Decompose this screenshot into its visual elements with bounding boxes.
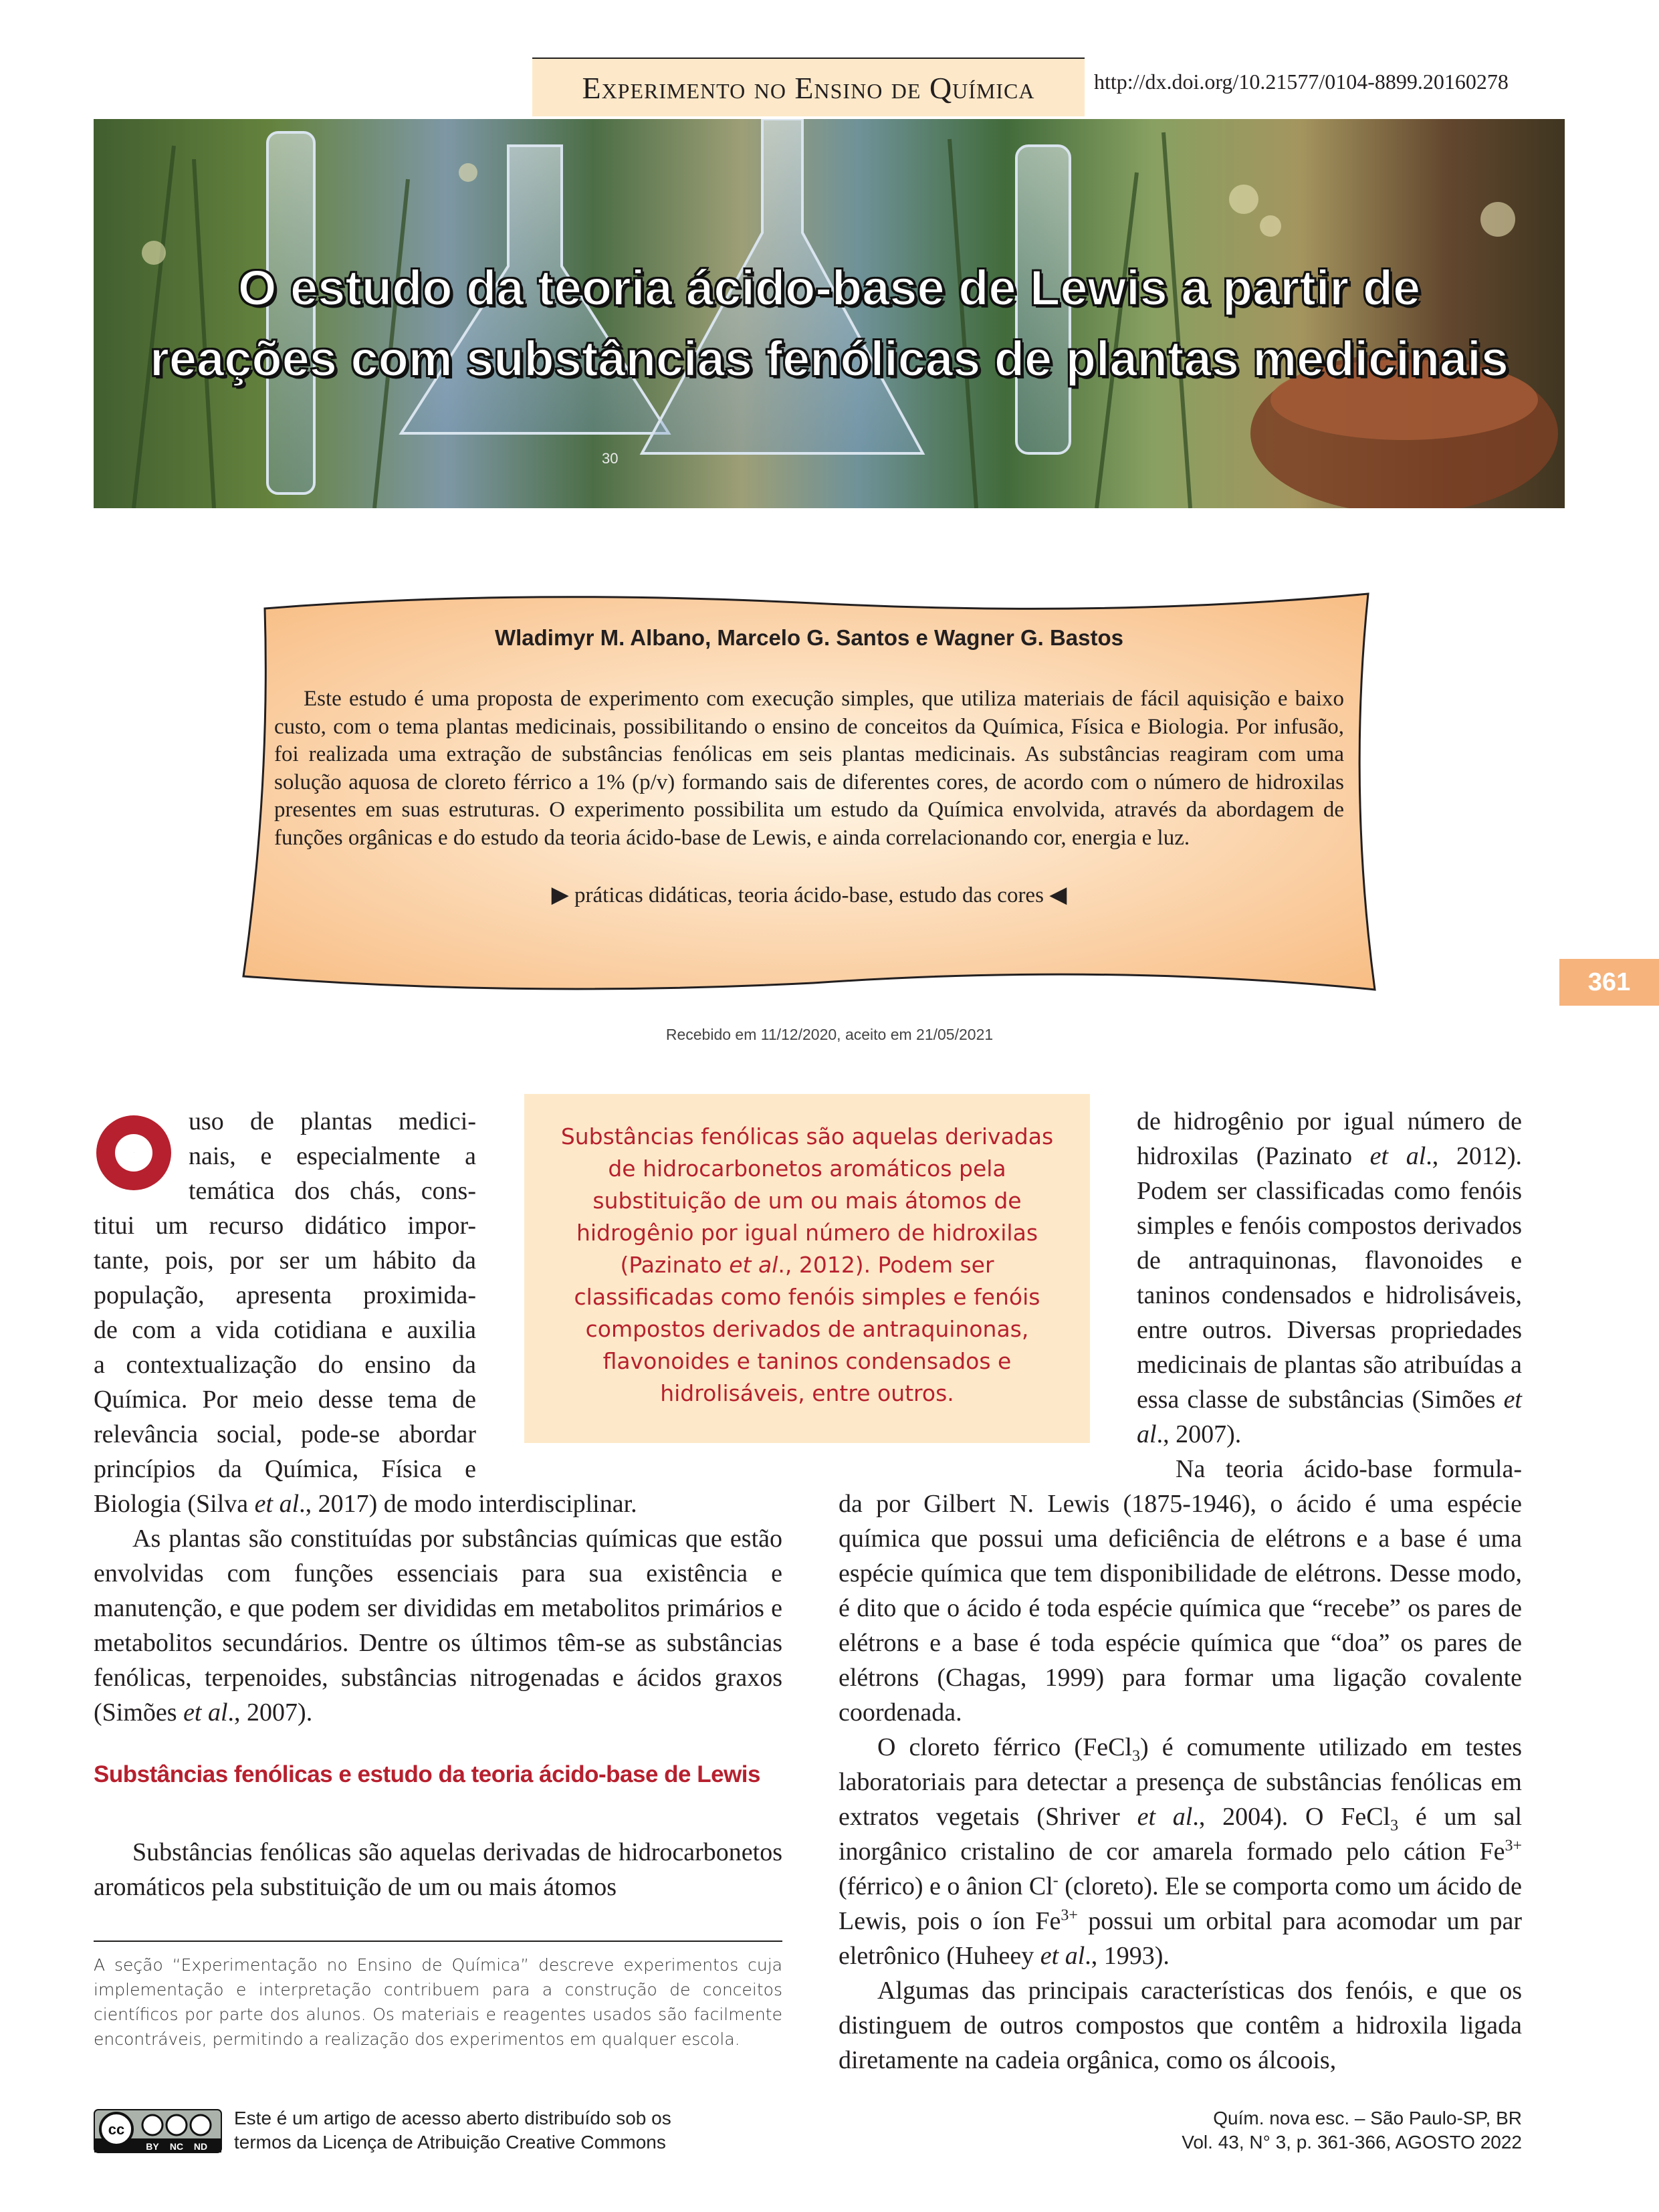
- license-line: termos da Licença de Atribuição Creative Commons: [234, 2132, 666, 2152]
- paragraph-text: Na teoria ácido-base formula-: [1176, 1455, 1522, 1483]
- scale-mark: 30: [602, 450, 619, 467]
- intro-last-line: Biologia (Silva et al., 2017) de modo interdisciplinar.: [94, 1490, 637, 1518]
- cc-license-badge[interactable]: [94, 2109, 222, 2153]
- intro-line: de com a vida cotidiana e auxilia: [94, 1316, 476, 1344]
- pull-quote: [524, 1094, 1090, 1443]
- intro-paragraph-end: [94, 1486, 782, 1521]
- fecl3-paragraph: O cloreto férrico (FeCl$_3$) é comumente utilizado em testes laboratoriais para detectar a presença de substâncias fenólicas em extratos vegetais (Shriver et al., 2004). O FeCl$_3$ é um sal inorgânico cristalino de cor amarela formado pelo cátion $Fe^{3+}$ (férrico) e o ânion Cl- (cloreto). Ele se comporta como um ácido de Lewis, pois o íon $Fe^{3+}$ possui um orbital para acomodar um par eletrônico (Huheey et al., 1993).: [839, 1733, 1523, 1970]
- intro-line: princípios da Química, Física e: [94, 1455, 476, 1483]
- authors: Wladimyr M. Albano, Marcelo G. Santos e Wagner G. Bastos: [494, 625, 1124, 650]
- doi-link[interactable]: http://dx.doi.org/10.21577/0104-8899.20160278: [1094, 70, 1509, 94]
- title-line-1: O estudo da teoria ácido-base de Lewis a partir de: [237, 260, 1421, 316]
- journal-citation: [1070, 2106, 1522, 2154]
- pull-quote-text: Substâncias fenólicas são aquelas derivadas de hidrocarbonetos aromáticos pela substituição de um ou mais átomos de hidrogênio por igual número de hidroxilas (Pazinato et al., 2012). Podem ser classificadas como fenóis simples e fenóis compostos derivados de antraquinonas, flavonoides e taninos condensados e hidrolisáveis, entre outros.: [560, 1123, 1054, 1406]
- by-icon: [142, 2115, 162, 2135]
- paragraph-text: As plantas são constituídas por substâncias químicas que estão envolvidas com funções essenciais para sua existência e manutenção, e que podem ser divididas em metabolitos primários e metabolitos secundários. Dentre os últimos têm-se as substâncias fenólicas, terpenoides, substâncias nitrogenadas e ácidos graxos (Simões et al., 2007).: [94, 1525, 782, 1727]
- section-heading: Substâncias fenólicas e estudo da teoria ácido-base de Lewis: [94, 1761, 760, 1787]
- svg-text:cc: cc: [108, 2121, 125, 2138]
- title-line-2: reações com substâncias fenólicas de plantas medicinais: [150, 331, 1509, 386]
- intro-paragraph-top: [189, 1104, 476, 1174]
- footnote-divider: [94, 1941, 782, 1942]
- intro-line: população, apresenta proximida-: [94, 1281, 476, 1309]
- intro-line: a contextualização do ensino da: [94, 1351, 476, 1379]
- intro-paragraph-body: [94, 1208, 476, 1486]
- section-label: Experimento no Ensino de Química: [532, 58, 1085, 116]
- intro-line: temática dos chás, cons-: [189, 1177, 476, 1205]
- svg-text:NC: NC: [169, 2141, 184, 2152]
- col2-main: [839, 1486, 1522, 2078]
- keywords: [274, 881, 1344, 908]
- intro-line: uso de plantas medici-: [189, 1107, 476, 1135]
- intro-line: tante, pois, por ser um hábito da: [94, 1246, 476, 1275]
- phenol-paragraph: Algumas das principais características dos fenóis, e que os distinguem de outros compostos que contêm a hidroxila ligada diretamente na cadeia orgânica, como os álcoois,: [839, 1977, 1522, 2074]
- svg-text:BY: BY: [146, 2141, 159, 2152]
- keywords-text: práticas didáticas, teoria ácido-base, estudo das cores: [574, 883, 1044, 907]
- nd-icon: [191, 2115, 211, 2135]
- paragraph-text: de hidrogênio por igual número de hidroxilas (Pazinato et al., 2012). Podem ser classificadas como fenóis simples e fenóis compostos derivados de antraquinonas, flavonoides e taninos condensados e hidrolisáveis, entre outros. Diversas propriedades medicinais de plantas são atribuídas a essa classe de substâncias (Simões et al., 2007).: [1137, 1107, 1522, 1448]
- journal-line: Quím. nova esc. – São Paulo-SP, BR: [1213, 2108, 1522, 2128]
- title-banner: [94, 119, 1565, 508]
- abstract-text: Este estudo é uma proposta de experimento com execução simples, que utiliza materiais de fácil aquisição e baixo custo, com o tema plantas medicinais, possibilitando o ensino de conceitos da Química, Física e Biologia. Por infusão, foi realizada uma extração de substâncias fenólicas em seis plantas medicinais. As substâncias reagiram com uma solução aquosa de cloreto férrico a 1% (p/v) formando sais de diferentes cores, de acordo com o número de hidroxilas presentes em suas estruturas. O experimento possibilita um estudo da Química envolvida, através da abordagem de funções orgânicas e do estudo da teoria ácido-base de Lewis, e ainda correlacionando cor, energia e luz.: [274, 687, 1344, 850]
- dropcap: [94, 1113, 174, 1193]
- received-date: Recebido em 11/12/2020, aceito em 21/05/2021: [665, 1026, 994, 1043]
- journal-line: Vol. 43, N° 3, p. 361-366, AGOSTO 2022: [1182, 2132, 1522, 2152]
- intro-line: titui um recurso didático impor-: [94, 1212, 476, 1240]
- intro-paragraph-mid: [189, 1174, 476, 1208]
- paragraph-plants: [94, 1521, 782, 1730]
- lewis-paragraph: da por Gilbert N. Lewis (1875-1946), o ácido é uma espécie química que possui uma deficiência de elétrons e a base é uma espécie química que tem disponibilidade de elétrons. Desse modo, é dito que o ácido é toda espécie química que “recebe” os pares de elétrons e a base é toda espécie química que “doa” os pares de elétrons (Chagas, 1999) para formar uma ligação covalente coordenada.: [839, 1490, 1522, 1727]
- article-title: [94, 253, 1565, 395]
- triangle-right-icon: ▶: [551, 883, 569, 907]
- intro-line: nais, e especialmente a: [189, 1142, 476, 1170]
- license-text: [234, 2106, 671, 2154]
- svg-text:ND: ND: [193, 2141, 208, 2152]
- paragraph-phenolic: [94, 1835, 782, 1904]
- intro-line: Química. Por meio desse tema de: [94, 1386, 476, 1414]
- page-number: 361: [1559, 959, 1659, 1006]
- abstract: [274, 619, 1344, 908]
- col2-top-paragraph: [1137, 1104, 1522, 1452]
- nc-icon: [167, 2115, 187, 2135]
- triangle-left-icon: ◀: [1049, 883, 1067, 907]
- footnote: A seção “Experimentação no Ensino de Química” descreve experimentos cuja implementação e interpretação contribuem para a construção de conceitos científicos por parte dos alunos. Os materiais e reagentes usados são facilmente encontráveis, permitindo a realização dos experimentos em qualquer escola.: [94, 1955, 782, 2049]
- license-line: Este é um artigo de acesso aberto distribuído sob os: [234, 2108, 671, 2128]
- intro-line: relevância social, pode-se abordar: [94, 1420, 476, 1448]
- paragraph-text: Substâncias fenólicas são aquelas derivadas de hidrocarbonetos aromáticos pela substituição de um ou mais átomos: [94, 1838, 782, 1901]
- lewis-first-line: [1137, 1452, 1522, 1486]
